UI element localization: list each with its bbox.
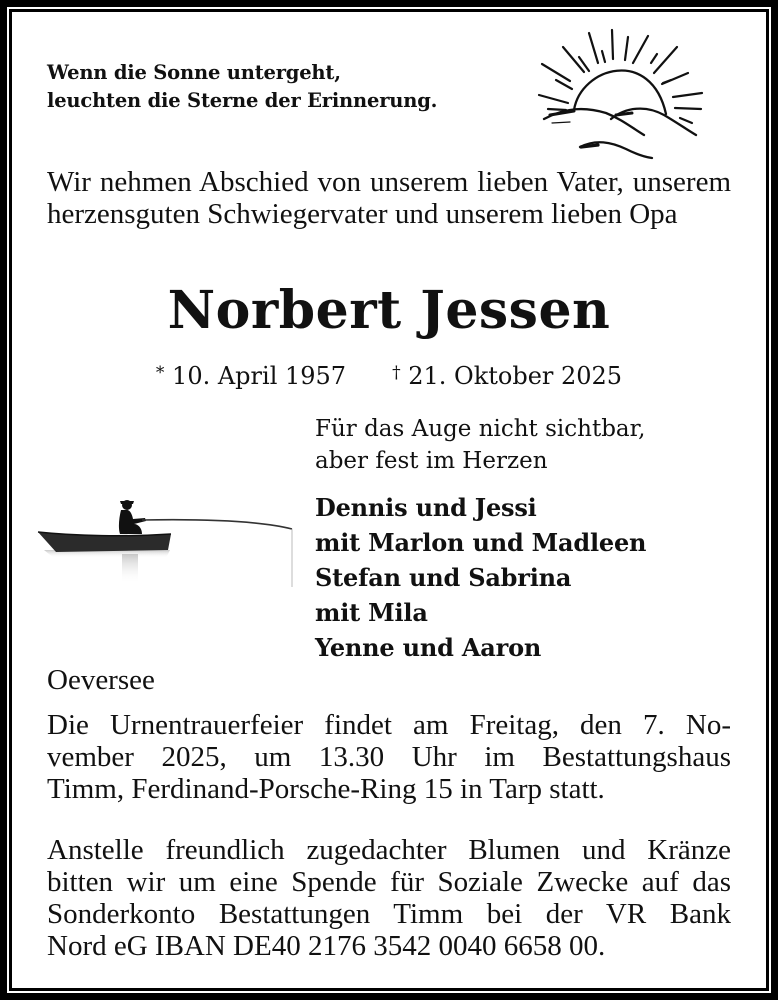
- mourner-line: Dennis und Jessi: [315, 493, 537, 522]
- mourner-line: mit Marlon und Madleen: [315, 528, 647, 557]
- ceremony-line: Die Urnentrauerfeier findet am Freitag, den 7. No-: [47, 709, 731, 741]
- deceased-name: Norbert Jessen: [167, 280, 611, 341]
- mourners-list: [315, 490, 646, 665]
- ceremony-line: Timm, Ferdinand-Porsche-Ring 15 in Tarp statt.: [47, 773, 605, 805]
- donation-line: Nord eG IBAN DE40 2176 3542 0040 6658 00.: [47, 930, 606, 962]
- donation-line: bitten wir um eine Spende für Soziale Zwecke auf das: [47, 866, 731, 898]
- quote: [315, 413, 645, 477]
- life-dates: [0, 356, 778, 393]
- motto: [47, 59, 437, 115]
- mourner-line: Yenne und Aaron: [315, 633, 542, 662]
- birth-date: 10. April 1957: [172, 362, 347, 390]
- donation-line: Sonderkonto Bestattungen Timm bei der VR Bank: [47, 898, 731, 930]
- donation-line: Anstelle freundlich zugedachter Blumen und Kränze: [47, 834, 731, 866]
- death-symbol: †: [392, 363, 401, 383]
- motto-line-1: Wenn die Sonne untergeht,: [47, 61, 341, 84]
- intro-text: Wir nehmen Abschied von unserem lieben Vater, unserem herzensguten Schwiegervater und unserem lieben Opa: [47, 166, 731, 230]
- mourner-line: mit Mila: [315, 598, 428, 627]
- ceremony-info: [47, 709, 731, 805]
- location: Oeversee: [47, 664, 155, 696]
- fisherman-boat-icon: [36, 488, 298, 588]
- birth-symbol: *: [155, 363, 165, 383]
- death-date: 21. Oktober 2025: [408, 362, 623, 390]
- sunset-icon: [536, 27, 708, 161]
- motto-line-2: leuchten die Sterne der Erinnerung.: [47, 89, 438, 112]
- donation-info: [47, 834, 731, 962]
- quote-line-1: Für das Auge nicht sichtbar,: [315, 416, 646, 442]
- quote-line-2: aber fest im Herzen: [315, 448, 548, 474]
- mourner-line: Stefan und Sabrina: [315, 563, 572, 592]
- ceremony-line: vember 2025, um 13.30 Uhr im Bestattungshaus: [47, 741, 731, 773]
